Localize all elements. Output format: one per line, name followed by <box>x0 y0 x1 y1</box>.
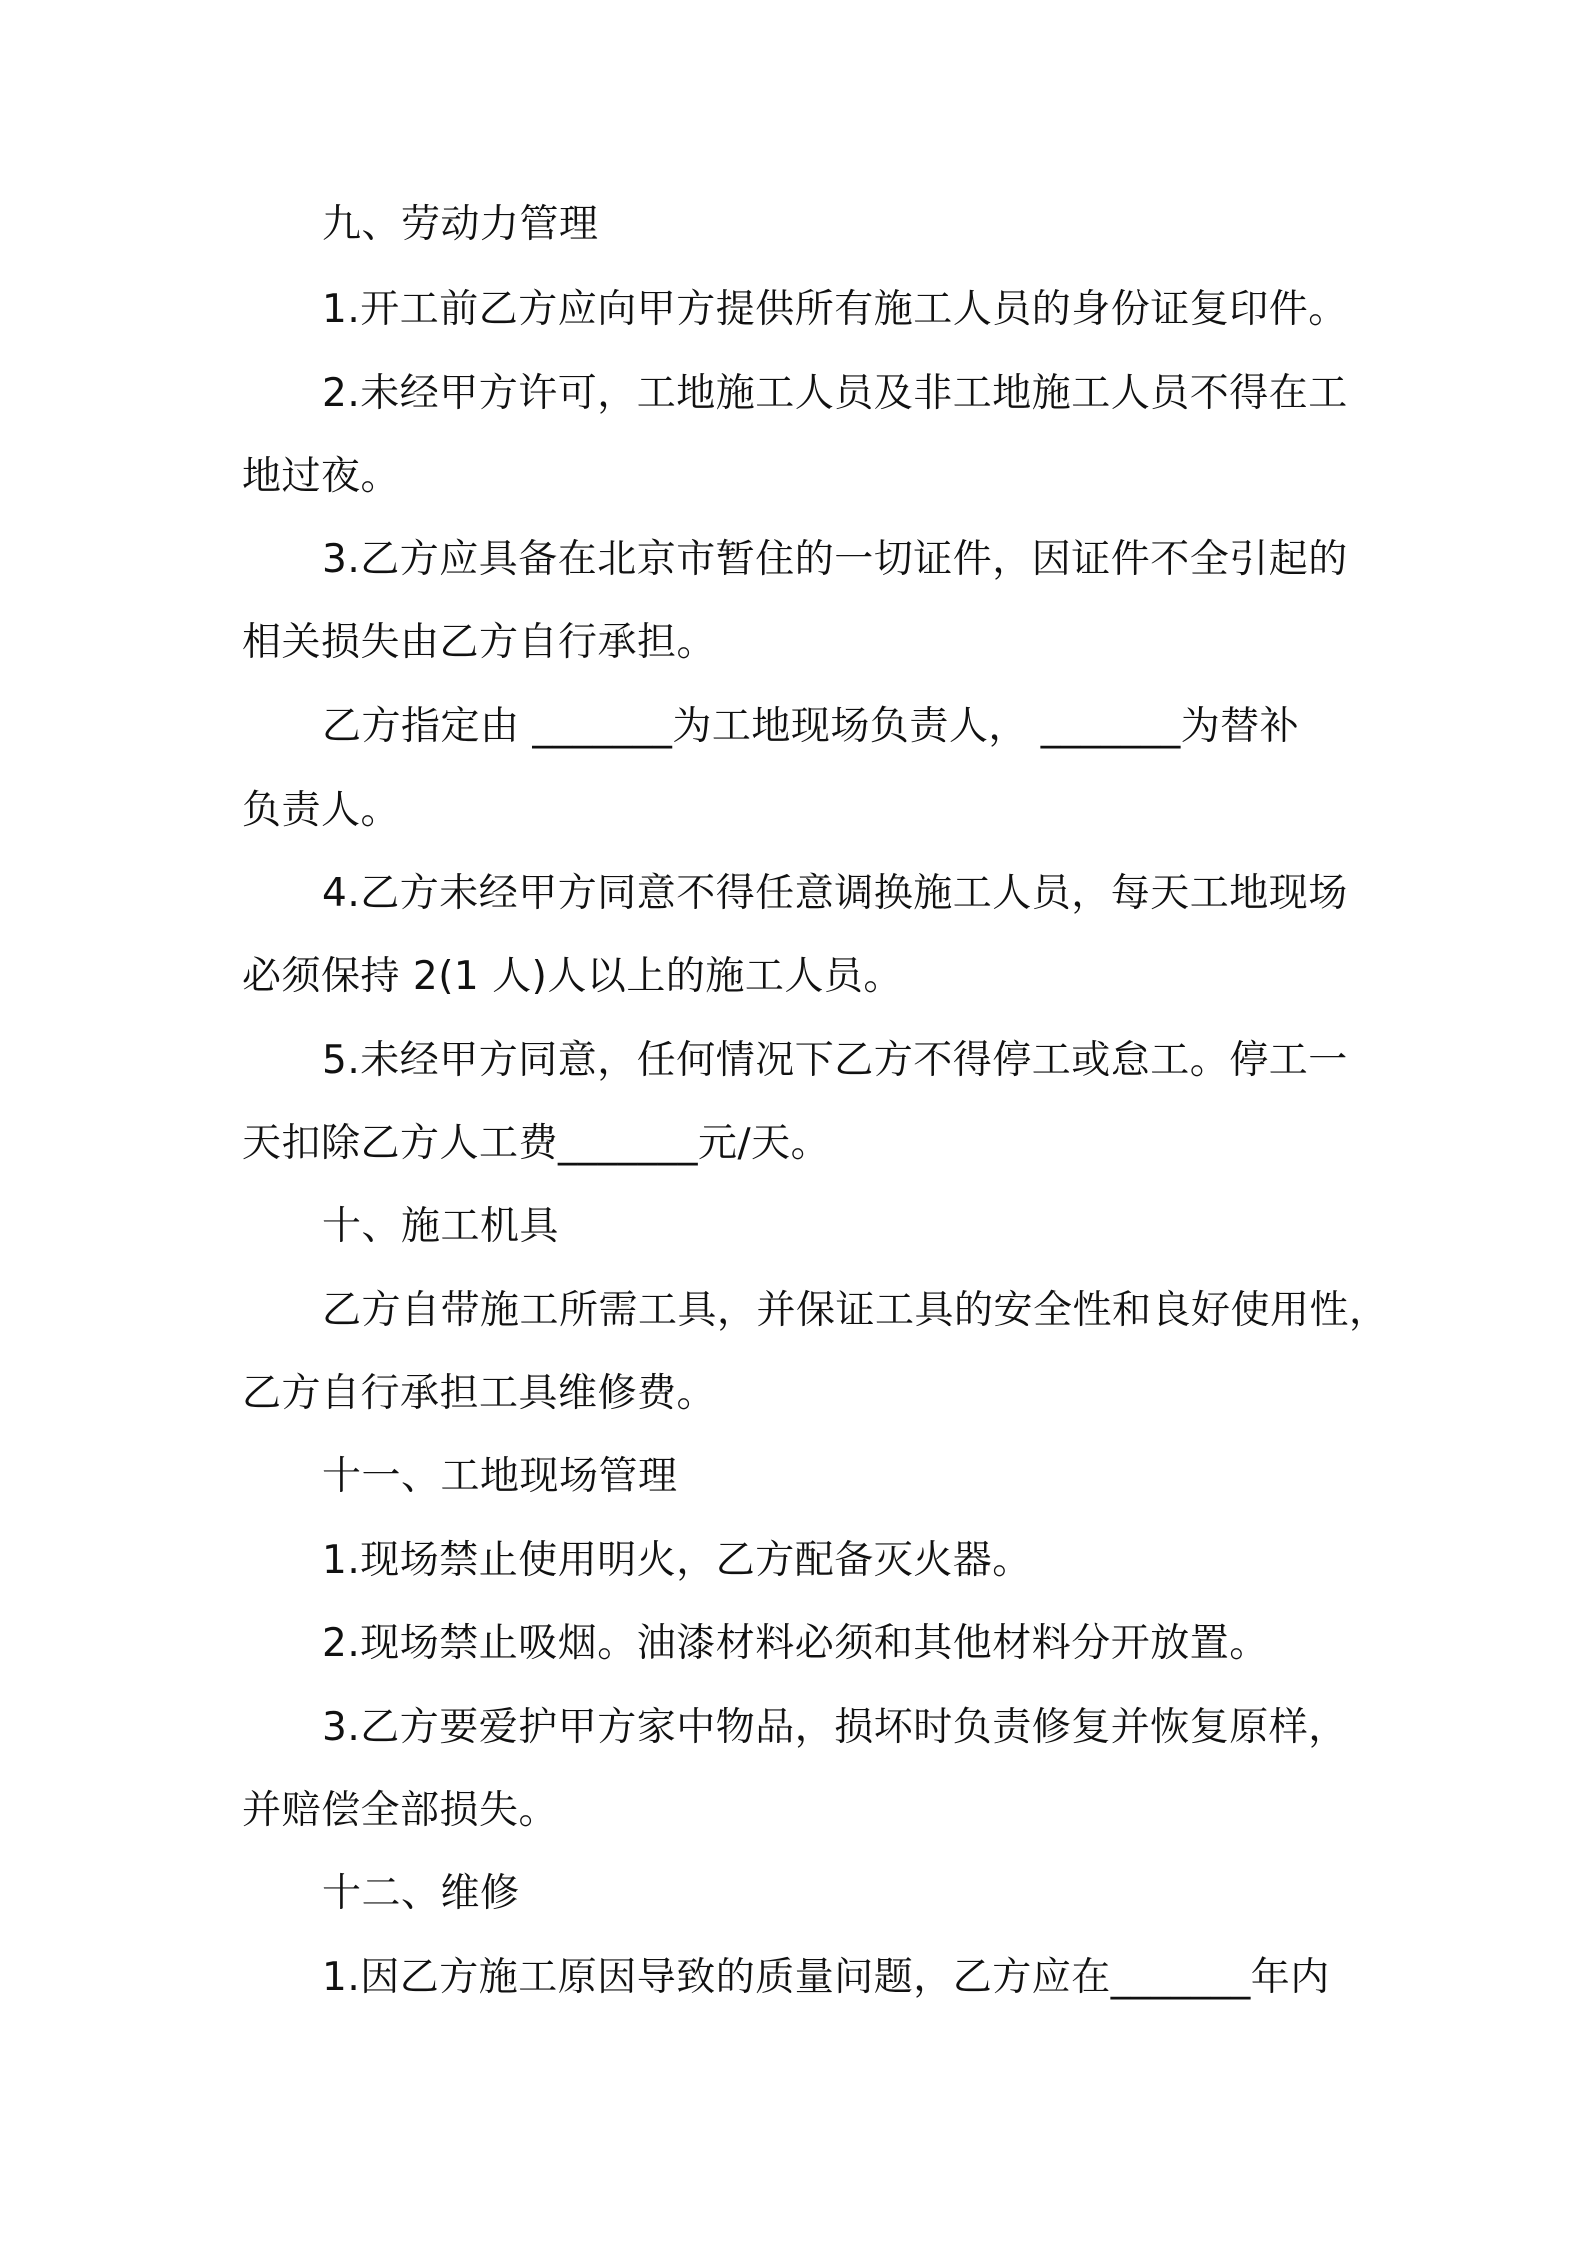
paragraph-line: 并赔偿全部损失。 <box>242 1788 559 1833</box>
paragraph-line: 乙方指定由 _______为工地现场负责人， _______为替补 <box>322 704 1300 749</box>
paragraph-line: 3.乙方要爱护甲方家中物品，损坏时负责修复并恢复原样， <box>322 1705 1348 1750</box>
paragraph-line: 必须保持 2(1 人)人以上的施工人员。 <box>242 954 903 999</box>
paragraph-line: 2.未经甲方许可，工地施工人员及非工地施工人员不得在工 <box>322 371 1348 416</box>
section-heading-construction-tools: 十、施工机具 <box>322 1204 560 1249</box>
section-heading-site-management: 十一、工地现场管理 <box>322 1454 678 1499</box>
paragraph-line: 乙方自带施工所需工具，并保证工具的安全性和良好使用性， <box>322 1288 1389 1333</box>
paragraph-line: 1.开工前乙方应向甲方提供所有施工人员的身份证复印件。 <box>322 287 1348 332</box>
paragraph-line: 负责人。 <box>242 788 401 833</box>
paragraph-line: 1.因乙方施工原因导致的质量问题，乙方应在_______年内 <box>322 1955 1330 2000</box>
paragraph-line: 2.现场禁止吸烟。油漆材料必须和其他材料分开放置。 <box>322 1621 1269 1666</box>
section-heading-maintenance: 十二、维修 <box>322 1871 520 1916</box>
paragraph-line: 乙方自行承担工具维修费。 <box>242 1371 717 1416</box>
paragraph-line: 地过夜。 <box>242 454 401 499</box>
paragraph-line: 天扣除乙方人工费_______元/天。 <box>242 1121 831 1166</box>
paragraph-line: 3.乙方应具备在北京市暂住的一切证件，因证件不全引起的 <box>322 537 1348 582</box>
paragraph-line: 相关损失由乙方自行承担。 <box>242 620 717 665</box>
paragraph-line: 4.乙方未经甲方同意不得任意调换施工人员，每天工地现场 <box>322 871 1348 916</box>
paragraph-line: 1.现场禁止使用明火，乙方配备灭火器。 <box>322 1538 1032 1583</box>
section-heading-labor-management: 九、劳动力管理 <box>322 202 599 247</box>
paragraph-line: 5.未经甲方同意，任何情况下乙方不得停工或怠工。停工一 <box>322 1038 1348 1083</box>
